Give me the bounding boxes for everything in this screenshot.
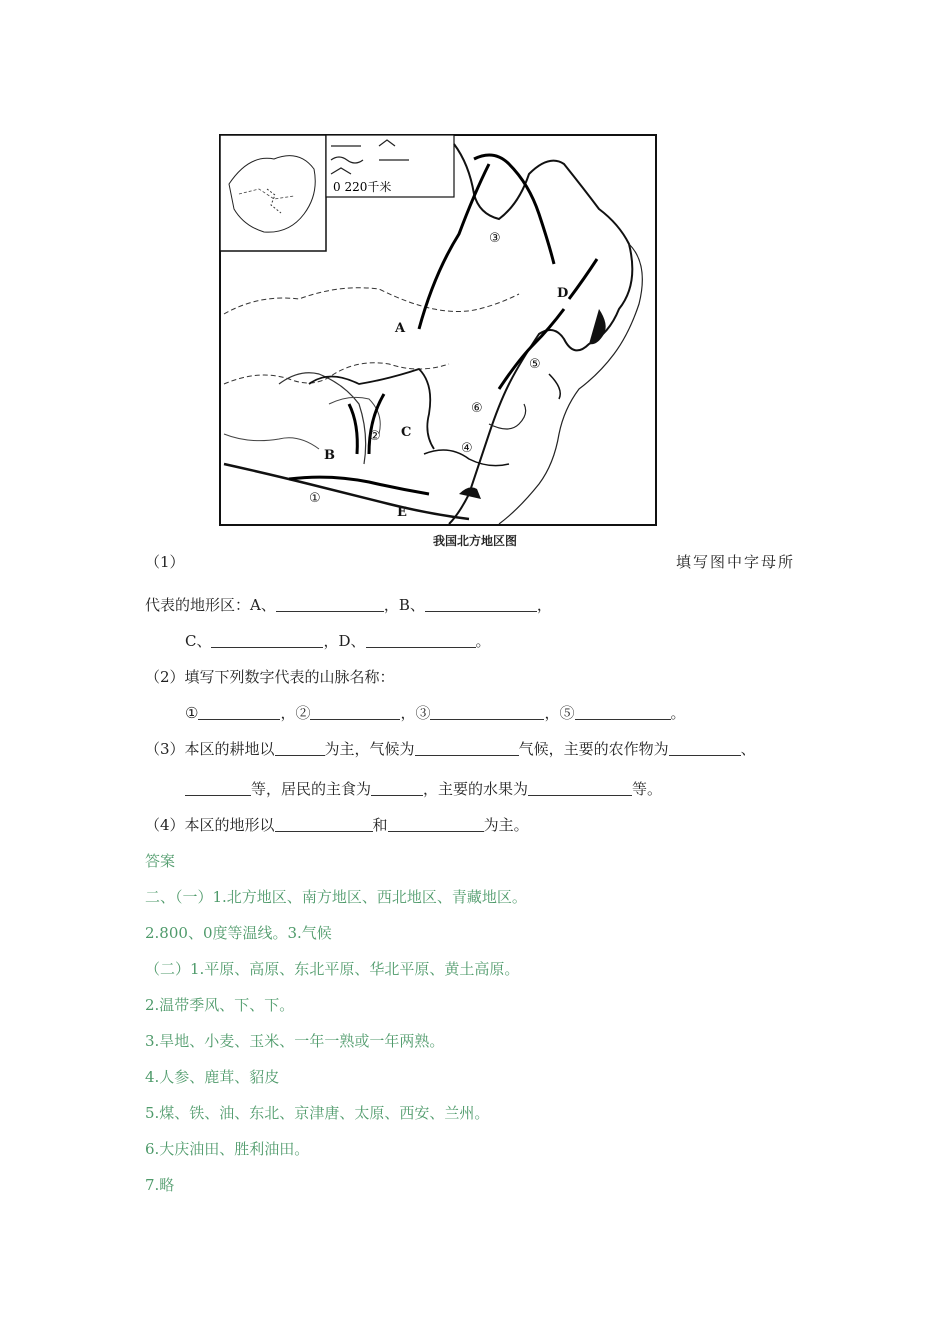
blank-B[interactable]: [425, 597, 537, 612]
blank-terrain-1[interactable]: [275, 817, 373, 832]
blank-staple[interactable]: [371, 781, 423, 796]
blank-fruit[interactable]: [528, 781, 632, 796]
q3-line2: 等，居民的主食为 ，主要的水果为 等。: [185, 778, 662, 799]
q2-head: （2）填写下列数字代表的山脉名称：: [145, 668, 395, 686]
answer-line: （二）1.平原、高原、东北平原、华北平原、黄土高原。: [145, 960, 520, 978]
blank-mtn-2[interactable]: [310, 705, 400, 720]
map-circled-6: ⑥: [471, 401, 483, 416]
q1-line2: 代表的地形区：A、 ，B、 ，: [145, 596, 552, 614]
blank-D[interactable]: [366, 633, 476, 648]
map-label-E: E: [397, 505, 407, 520]
q4-line: （4）本区的地形以 和 为主。: [145, 816, 529, 834]
blank-C[interactable]: [211, 633, 323, 648]
answer-line: 6.大庆油田、胜利油田。: [145, 1140, 310, 1158]
map-caption: 我国北方地区图: [432, 534, 517, 548]
blank-crop-1[interactable]: [669, 741, 741, 756]
map-label-B: B: [324, 448, 335, 463]
answer-line: 7.略: [145, 1176, 175, 1194]
blank-terrain-2[interactable]: [388, 817, 484, 832]
answer-line: 2.温带季风、下、下。: [145, 996, 295, 1014]
blank-climate[interactable]: [415, 741, 519, 756]
blank-A[interactable]: [276, 597, 384, 612]
blank-mtn-1[interactable]: [198, 705, 280, 720]
answer-line: 3.旱地、小麦、玉米、一年一熟或一年两熟。: [145, 1032, 445, 1050]
q3-line1: （3）本区的耕地以 为主，气候为 气候，主要的农作物为 、: [145, 740, 756, 758]
map-circled-4: ④: [461, 441, 473, 456]
north-china-map: [219, 134, 657, 526]
map-label-D: D: [557, 286, 569, 301]
map-circled-3: ③: [489, 231, 501, 246]
blank-mtn-3[interactable]: [430, 705, 544, 720]
china-inset-map: [220, 135, 326, 251]
blank-crop-2[interactable]: [185, 781, 251, 796]
answer-line: 5.煤、铁、油、东北、京津唐、太原、西安、兰州。: [145, 1104, 490, 1122]
scale-label: 0 220千米: [333, 180, 392, 194]
map-circled-5: ⑤: [529, 357, 541, 372]
q1-right-text: 填写图中字母所: [676, 553, 796, 571]
map-label-A: A: [395, 321, 406, 336]
answer-line: 2.800、0度等温线。3.气候: [145, 924, 332, 942]
map-circled-1: ①: [309, 491, 321, 506]
answer-line: 4.人参、鹿茸、貂皮: [145, 1068, 280, 1086]
q1-label: （1）: [145, 553, 185, 571]
blank-mtn-5[interactable]: [575, 705, 671, 720]
answers-title: 答案: [145, 852, 176, 870]
q1-line3: C、 ，D、 。: [185, 632, 491, 650]
answer-line: 二、（一）1.北方地区、南方地区、西北地区、青藏地区。: [145, 888, 527, 906]
blank-farmland[interactable]: [275, 741, 325, 756]
q2-line: ① ，② ，③ ，⑤ 。: [185, 704, 686, 722]
map-label-C: C: [401, 425, 412, 440]
map-circled-2: ②: [369, 429, 381, 444]
